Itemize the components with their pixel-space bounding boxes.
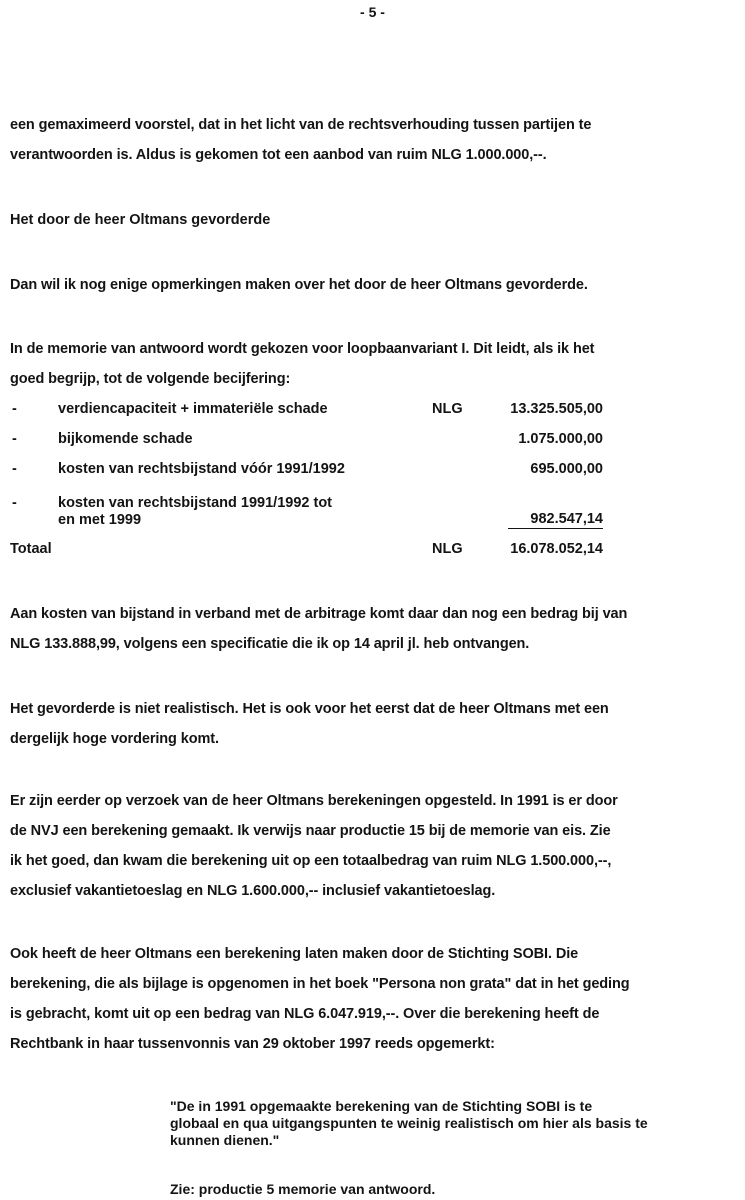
cost-row (0, 495, 745, 535)
cost-label: kosten van rechtsbijstand vóór 1991/1992 (58, 461, 345, 477)
total-label: Totaal (10, 541, 52, 557)
cost-label (58, 495, 418, 529)
cost-bullet: - (12, 401, 17, 417)
quote-line: kunnen dienen." (170, 1132, 280, 1148)
quote-line: "De in 1991 opgemaakte berekening van de Stichting SOBI is te (170, 1098, 593, 1114)
paragraph-nvj (10, 786, 735, 906)
total-row (0, 541, 745, 565)
reference-note: Zie: productie 5 memorie van antwoord. (170, 1181, 436, 1197)
text-line: NLG 133.888,99, volgens een specificatie die ik op 14 april jl. heb ontvangen. (10, 636, 530, 652)
cost-row (0, 461, 745, 485)
text-line: is gebracht, komt uit op een bedrag van NLG 6.047.919,--. Over die berekening heeft de (10, 1006, 600, 1022)
text-line: Aan kosten van bijstand in verband met de arbitrage komt daar dan nog een bedrag bij van (10, 606, 628, 622)
paragraph-realistic (10, 694, 735, 754)
text-line: Het gevorderde is niet realistisch. Het is ook voor het eerst dat de heer Oltmans met een (10, 701, 609, 717)
cost-currency: NLG (432, 401, 463, 417)
text-line: Er zijn eerder op verzoek van de heer Oltmans berekeningen opgesteld. In 1991 is er door (10, 793, 618, 809)
cost-bullet: - (12, 461, 17, 477)
text-line: berekening, die als bijlage is opgenomen in het boek "Persona non grata" dat in het geding (10, 976, 630, 992)
total-currency: NLG (432, 541, 463, 557)
total-amount: 16.078.052,14 (510, 541, 603, 557)
block-quote (170, 1098, 730, 1149)
text-line: Rechtbank in haar tussenvonnis van 29 oktober 1997 reeds opgemerkt: (10, 1036, 495, 1052)
cost-bullet: - (12, 495, 17, 511)
cost-row (0, 401, 745, 425)
cost-bullet: - (12, 431, 17, 447)
cost-amount: 13.325.505,00 (510, 401, 603, 417)
paragraph-remark (10, 270, 735, 300)
cost-label: bijkomende schade (58, 431, 193, 447)
cost-label-line: en met 1999 (58, 512, 142, 528)
cost-label: verdiencapaciteit + immateriële schade (58, 401, 328, 417)
text-line: In de memorie van antwoord wordt gekozen voor loopbaanvariant I. Dit leidt, als ik het (10, 341, 595, 357)
section-heading: Het door de heer Oltmans gevorderde (10, 212, 271, 228)
paragraph-intro (10, 110, 735, 170)
text-line: ik het goed, dan kwam die berekening uit op een totaalbedrag van ruim NLG 1.500.000,--, (10, 853, 612, 869)
text-line: Dan wil ik nog enige opmerkingen maken over het door de heer Oltmans gevorderde. (10, 277, 588, 293)
cost-label-line: kosten van rechtsbijstand 1991/1992 tot (58, 495, 332, 511)
page-number: - 5 - (360, 4, 385, 20)
paragraph-arbitrage (10, 599, 735, 659)
cost-amount: 1.075.000,00 (518, 431, 603, 447)
text-line: de NVJ een berekening gemaakt. Ik verwijs naar productie 15 bij de memorie van eis. Zie (10, 823, 611, 839)
paragraph-sobi (10, 939, 735, 1059)
text-line: goed begrijp, tot de volgende becijfering: (10, 371, 291, 387)
text-line: Ook heeft de heer Oltmans een berekening laten maken door de Stichting SOBI. Die (10, 946, 579, 962)
text-line: een gemaximeerd voorstel, dat in het licht van de rechtsverhouding tussen partijen te (10, 117, 592, 133)
paragraph-memorie (10, 334, 735, 394)
cost-amount: 982.547,14 (508, 511, 603, 529)
text-line: exclusief vakantietoeslag en NLG 1.600.000,-- inclusief vakantietoeslag. (10, 883, 496, 899)
cost-row (0, 431, 745, 455)
text-line: verantwoorden is. Aldus is gekomen tot een aanbod van ruim NLG 1.000.000,--. (10, 147, 547, 163)
cost-amount: 695.000,00 (530, 461, 603, 477)
quote-line: globaal en qua uitgangspunten te weinig realistisch om hier als basis te (170, 1115, 648, 1131)
text-line: dergelijk hoge vordering komt. (10, 731, 219, 747)
